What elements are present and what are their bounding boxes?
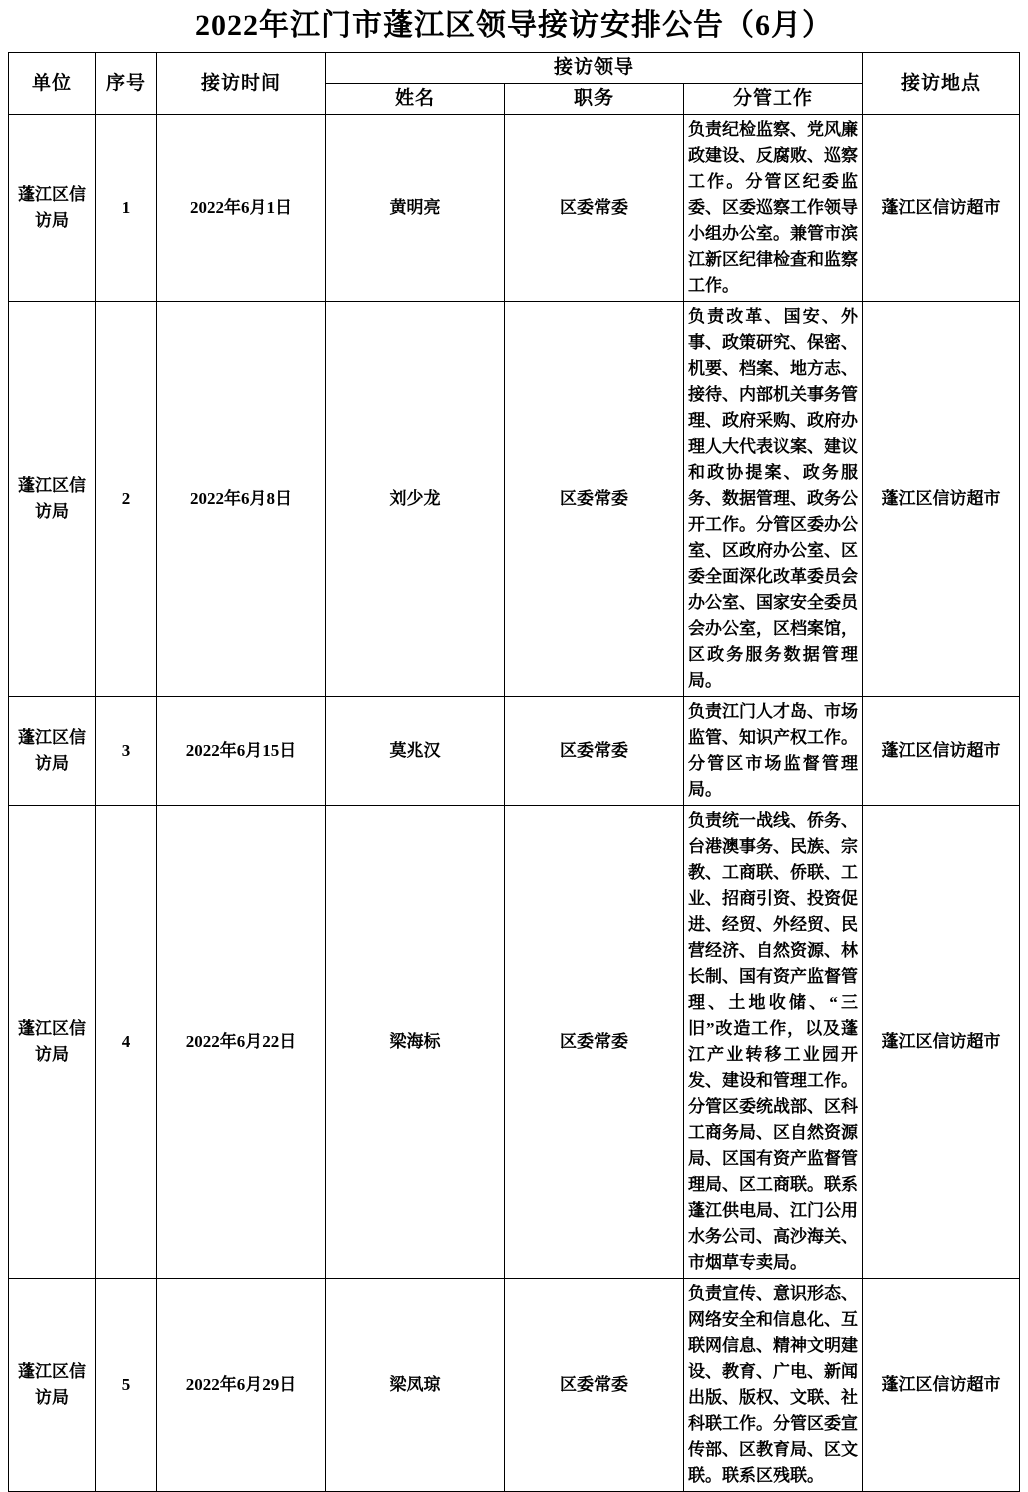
cell-seq: 2 <box>96 302 157 697</box>
header-post: 职务 <box>505 84 684 115</box>
visit-schedule-table <box>8 52 1020 1492</box>
table-row <box>9 806 1020 1279</box>
cell-duty: 负责江门人才岛、市场监管、知识产权工作。分管区市场监督管理局。 <box>684 697 863 806</box>
table-row <box>9 1279 1020 1492</box>
cell-post: 区委常委 <box>505 115 684 302</box>
cell-post: 区委常委 <box>505 302 684 697</box>
table-row <box>9 115 1020 302</box>
cell-seq: 1 <box>96 115 157 302</box>
cell-unit: 蓬江区信访局 <box>9 697 96 806</box>
cell-post: 区委常委 <box>505 806 684 1279</box>
header-seq: 序号 <box>96 53 157 115</box>
header-leader-group: 接访领导 <box>326 53 863 84</box>
cell-place: 蓬江区信访超市 <box>863 1279 1020 1492</box>
cell-unit: 蓬江区信访局 <box>9 806 96 1279</box>
cell-name: 梁凤琼 <box>326 1279 505 1492</box>
table-body <box>9 115 1020 1492</box>
cell-seq: 5 <box>96 1279 157 1492</box>
cell-duty: 负责改革、国安、外事、政策研究、保密、机要、档案、地方志、接待、内部机关事务管理、政府采购、政府办理人大代表议案、建议和政协提案、政务服务、数据管理、政务公开工作。分管区委办公室、区政府办公室、区委全面深化改革委员会办公室、国家安全委员会办公室，区档案馆，区政务服务数据管理局。 <box>684 302 863 697</box>
cell-duty: 负责宣传、意识形态、网络安全和信息化、互联网信息、精神文明建设、教育、广电、新闻出版、版权、文联、社科联工作。分管区委宣传部、区教育局、区文联。联系区残联。 <box>684 1279 863 1492</box>
cell-name: 刘少龙 <box>326 302 505 697</box>
cell-time: 2022年6月8日 <box>157 302 326 697</box>
header-time: 接访时间 <box>157 53 326 115</box>
cell-place: 蓬江区信访超市 <box>863 697 1020 806</box>
cell-time: 2022年6月15日 <box>157 697 326 806</box>
cell-post: 区委常委 <box>505 697 684 806</box>
cell-unit: 蓬江区信访局 <box>9 115 96 302</box>
cell-name: 梁海标 <box>326 806 505 1279</box>
cell-name: 莫兆汉 <box>326 697 505 806</box>
cell-duty: 负责纪检监察、党风廉政建设、反腐败、巡察工作。分管区纪委监委、区委巡察工作领导小组办公室。兼管市滨江新区纪律检查和监察工作。 <box>684 115 863 302</box>
table-header <box>9 53 1020 115</box>
cell-place: 蓬江区信访超市 <box>863 302 1020 697</box>
cell-seq: 3 <box>96 697 157 806</box>
header-place: 接访地点 <box>863 53 1020 115</box>
cell-post: 区委常委 <box>505 1279 684 1492</box>
cell-place: 蓬江区信访超市 <box>863 806 1020 1279</box>
page-title: 2022年江门市蓬江区领导接访安排公告（6月） <box>195 9 833 42</box>
cell-duty: 负责统一战线、侨务、台港澳事务、民族、宗教、工商联、侨联、工业、招商引资、投资促进、经贸、外经贸、民营经济、自然资源、林长制、国有资产监督管理、土地收储、“三旧”改造工作，以及蓬江产业转移工业园开发、建设和管理工作。分管区委统战部、区科工商务局、区自然资源局、区国有资产监督管理局、区工商联。联系蓬江供电局、江门公用水务公司、高沙海关、市烟草专卖局。 <box>684 806 863 1279</box>
cell-seq: 4 <box>96 806 157 1279</box>
cell-time: 2022年6月1日 <box>157 115 326 302</box>
cell-unit: 蓬江区信访局 <box>9 1279 96 1492</box>
header-unit: 单位 <box>9 53 96 115</box>
cell-time: 2022年6月22日 <box>157 806 326 1279</box>
table-row <box>9 697 1020 806</box>
header-row-1 <box>9 53 1020 84</box>
cell-unit: 蓬江区信访局 <box>9 302 96 697</box>
header-name: 姓名 <box>326 84 505 115</box>
cell-time: 2022年6月29日 <box>157 1279 326 1492</box>
cell-name: 黄明亮 <box>326 115 505 302</box>
header-duty: 分管工作 <box>684 84 863 115</box>
table-row <box>9 302 1020 697</box>
cell-place: 蓬江区信访超市 <box>863 115 1020 302</box>
